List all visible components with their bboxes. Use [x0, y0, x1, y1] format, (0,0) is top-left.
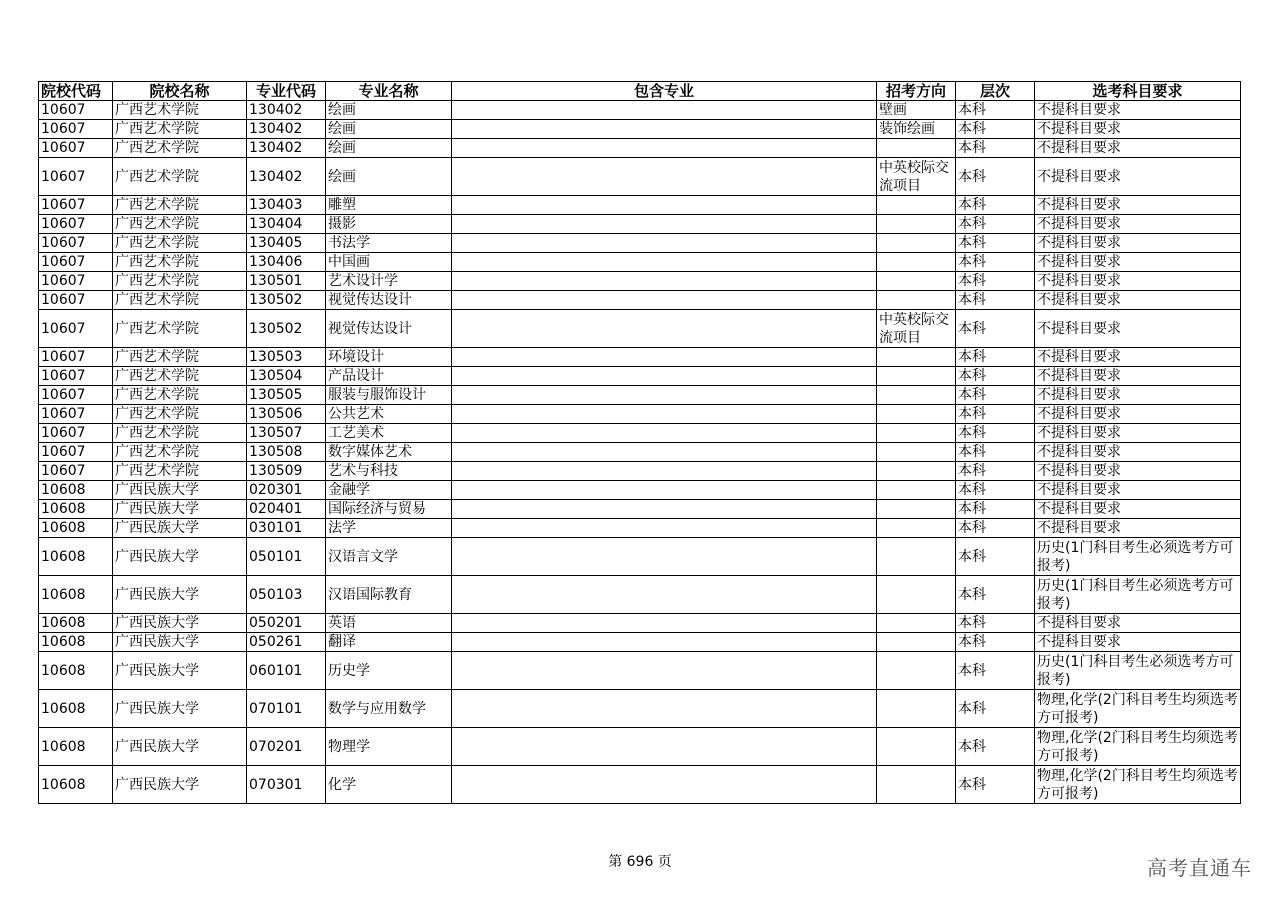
cell-school-name: 广西艺术学院: [113, 139, 247, 158]
table-row: [39, 766, 1241, 804]
cell-included-majors: [452, 386, 877, 405]
cell-major-name: 绘画: [326, 158, 452, 196]
cell-level: 本科: [956, 633, 1035, 652]
cell-school-name: 广西艺术学院: [113, 101, 247, 120]
cell-major-code: 060101: [247, 652, 326, 690]
cell-direction: [877, 500, 956, 519]
cell-included-majors: [452, 614, 877, 633]
cell-level: 本科: [956, 690, 1035, 728]
cell-major-name: 翻译: [326, 633, 452, 652]
cell-school-name: 广西艺术学院: [113, 158, 247, 196]
table-row: [39, 272, 1241, 291]
cell-included-majors: [452, 576, 877, 614]
cell-school-code: 10607: [39, 196, 113, 215]
cell-direction: [877, 633, 956, 652]
cell-included-majors: [452, 728, 877, 766]
cell-level: 本科: [956, 405, 1035, 424]
cell-major-name: 英语: [326, 614, 452, 633]
cell-level: 本科: [956, 424, 1035, 443]
cell-direction: 装饰绘画: [877, 120, 956, 139]
cell-level: 本科: [956, 139, 1035, 158]
cell-included-majors: [452, 424, 877, 443]
table-row: [39, 690, 1241, 728]
cell-school-name: 广西民族大学: [113, 633, 247, 652]
cell-subject-requirement: 不提科目要求: [1035, 405, 1241, 424]
table-row: [39, 538, 1241, 576]
cell-school-code: 10607: [39, 215, 113, 234]
cell-included-majors: [452, 519, 877, 538]
cell-school-name: 广西艺术学院: [113, 291, 247, 310]
cell-major-code: 130501: [247, 272, 326, 291]
cell-included-majors: [452, 139, 877, 158]
cell-subject-requirement: 历史(1门科目考生必须选考方可报考): [1035, 538, 1241, 576]
cell-school-name: 广西艺术学院: [113, 462, 247, 481]
cell-school-code: 10608: [39, 519, 113, 538]
cell-direction: [877, 443, 956, 462]
cell-major-code: 070201: [247, 728, 326, 766]
cell-major-code: 130406: [247, 253, 326, 272]
table-row: [39, 158, 1241, 196]
cell-major-code: 020301: [247, 481, 326, 500]
cell-major-code: 050103: [247, 576, 326, 614]
cell-school-code: 10607: [39, 253, 113, 272]
cell-level: 本科: [956, 120, 1035, 139]
cell-major-code: 130405: [247, 234, 326, 253]
cell-school-name: 广西民族大学: [113, 500, 247, 519]
cell-subject-requirement: 不提科目要求: [1035, 310, 1241, 348]
cell-included-majors: [452, 633, 877, 652]
cell-level: 本科: [956, 196, 1035, 215]
cell-subject-requirement: 物理,化学(2门科目考生均须选考方可报考): [1035, 690, 1241, 728]
table-row: [39, 481, 1241, 500]
cell-school-code: 10608: [39, 538, 113, 576]
cell-school-code: 10608: [39, 481, 113, 500]
cell-included-majors: [452, 443, 877, 462]
cell-level: 本科: [956, 291, 1035, 310]
table-row: [39, 652, 1241, 690]
cell-level: 本科: [956, 158, 1035, 196]
cell-major-name: 中国画: [326, 253, 452, 272]
cell-direction: 中英校际交流项目: [877, 310, 956, 348]
cell-school-code: 10607: [39, 272, 113, 291]
cell-direction: [877, 348, 956, 367]
cell-major-name: 汉语言文学: [326, 538, 452, 576]
cell-level: 本科: [956, 215, 1035, 234]
cell-included-majors: [452, 500, 877, 519]
cell-major-code: 130504: [247, 367, 326, 386]
cell-direction: [877, 367, 956, 386]
cell-major-name: 视觉传达设计: [326, 310, 452, 348]
cell-major-code: 070301: [247, 766, 326, 804]
cell-subject-requirement: 不提科目要求: [1035, 234, 1241, 253]
table-row: [39, 405, 1241, 424]
cell-school-code: 10607: [39, 367, 113, 386]
cell-included-majors: [452, 101, 877, 120]
cell-level: 本科: [956, 481, 1035, 500]
cell-level: 本科: [956, 348, 1035, 367]
cell-included-majors: [452, 766, 877, 804]
cell-school-name: 广西艺术学院: [113, 253, 247, 272]
cell-level: 本科: [956, 462, 1035, 481]
cell-school-code: 10607: [39, 120, 113, 139]
cell-subject-requirement: 不提科目要求: [1035, 215, 1241, 234]
col-header-school-name: 院校名称: [113, 82, 247, 101]
cell-school-name: 广西民族大学: [113, 481, 247, 500]
cell-level: 本科: [956, 614, 1035, 633]
cell-level: 本科: [956, 272, 1035, 291]
table-row: [39, 253, 1241, 272]
cell-school-code: 10608: [39, 633, 113, 652]
cell-major-name: 公共艺术: [326, 405, 452, 424]
cell-school-name: 广西民族大学: [113, 538, 247, 576]
cell-subject-requirement: 物理,化学(2门科目考生均须选考方可报考): [1035, 766, 1241, 804]
cell-subject-requirement: 物理,化学(2门科目考生均须选考方可报考): [1035, 728, 1241, 766]
cell-school-name: 广西民族大学: [113, 576, 247, 614]
cell-included-majors: [452, 310, 877, 348]
cell-major-name: 绘画: [326, 139, 452, 158]
col-header-included-majors: 包含专业: [452, 82, 877, 101]
cell-school-name: 广西艺术学院: [113, 405, 247, 424]
cell-school-name: 广西民族大学: [113, 690, 247, 728]
cell-school-code: 10608: [39, 728, 113, 766]
cell-direction: [877, 538, 956, 576]
cell-included-majors: [452, 690, 877, 728]
cell-included-majors: [452, 158, 877, 196]
cell-level: 本科: [956, 576, 1035, 614]
cell-major-name: 物理学: [326, 728, 452, 766]
cell-school-name: 广西艺术学院: [113, 367, 247, 386]
page-number: 第 696 页: [608, 854, 672, 870]
cell-level: 本科: [956, 538, 1035, 576]
col-header-subject-requirement: 选考科目要求: [1035, 82, 1241, 101]
cell-school-name: 广西民族大学: [113, 766, 247, 804]
cell-major-name: 摄影: [326, 215, 452, 234]
cell-subject-requirement: 不提科目要求: [1035, 253, 1241, 272]
cell-direction: [877, 234, 956, 253]
cell-subject-requirement: 不提科目要求: [1035, 481, 1241, 500]
cell-school-name: 广西艺术学院: [113, 348, 247, 367]
cell-included-majors: [452, 253, 877, 272]
table-row: [39, 519, 1241, 538]
cell-major-name: 金融学: [326, 481, 452, 500]
cell-school-code: 10607: [39, 291, 113, 310]
cell-school-code: 10608: [39, 690, 113, 728]
cell-school-name: 广西艺术学院: [113, 234, 247, 253]
cell-school-code: 10607: [39, 101, 113, 120]
cell-major-code: 130404: [247, 215, 326, 234]
cell-subject-requirement: 不提科目要求: [1035, 120, 1241, 139]
cell-school-code: 10608: [39, 766, 113, 804]
cell-school-name: 广西艺术学院: [113, 196, 247, 215]
cell-direction: [877, 652, 956, 690]
cell-school-code: 10607: [39, 405, 113, 424]
cell-subject-requirement: 不提科目要求: [1035, 158, 1241, 196]
cell-direction: [877, 139, 956, 158]
table-row: [39, 462, 1241, 481]
cell-direction: [877, 614, 956, 633]
cell-direction: [877, 766, 956, 804]
col-header-school-code: 院校代码: [39, 82, 113, 101]
cell-school-code: 10608: [39, 652, 113, 690]
table-row: [39, 101, 1241, 120]
cell-major-name: 绘画: [326, 101, 452, 120]
table-row: [39, 310, 1241, 348]
cell-subject-requirement: 不提科目要求: [1035, 424, 1241, 443]
cell-subject-requirement: 不提科目要求: [1035, 101, 1241, 120]
col-header-direction: 招考方向: [877, 82, 956, 101]
table-row: [39, 500, 1241, 519]
cell-direction: [877, 462, 956, 481]
table-row: [39, 348, 1241, 367]
cell-level: 本科: [956, 310, 1035, 348]
table-row: [39, 728, 1241, 766]
cell-included-majors: [452, 367, 877, 386]
cell-level: 本科: [956, 500, 1035, 519]
cell-school-name: 广西民族大学: [113, 614, 247, 633]
table-row: [39, 633, 1241, 652]
cell-subject-requirement: 不提科目要求: [1035, 272, 1241, 291]
cell-level: 本科: [956, 367, 1035, 386]
cell-school-name: 广西艺术学院: [113, 310, 247, 348]
cell-subject-requirement: 不提科目要求: [1035, 348, 1241, 367]
cell-school-code: 10607: [39, 310, 113, 348]
cell-direction: [877, 728, 956, 766]
cell-major-code: 130503: [247, 348, 326, 367]
cell-major-code: 130507: [247, 424, 326, 443]
cell-major-code: 130403: [247, 196, 326, 215]
cell-major-code: 070101: [247, 690, 326, 728]
cell-direction: [877, 386, 956, 405]
cell-subject-requirement: 不提科目要求: [1035, 367, 1241, 386]
cell-major-name: 艺术与科技: [326, 462, 452, 481]
cell-subject-requirement: 不提科目要求: [1035, 633, 1241, 652]
cell-school-code: 10607: [39, 348, 113, 367]
cell-school-name: 广西艺术学院: [113, 215, 247, 234]
col-header-level: 层次: [956, 82, 1035, 101]
cell-major-code: 050261: [247, 633, 326, 652]
cell-included-majors: [452, 462, 877, 481]
watermark-logo: 高考直通车: [1147, 856, 1252, 880]
cell-subject-requirement: 不提科目要求: [1035, 500, 1241, 519]
cell-school-code: 10607: [39, 139, 113, 158]
cell-school-code: 10607: [39, 158, 113, 196]
cell-major-code: 130402: [247, 101, 326, 120]
cell-subject-requirement: 不提科目要求: [1035, 196, 1241, 215]
cell-direction: [877, 405, 956, 424]
table-row: [39, 291, 1241, 310]
cell-school-name: 广西民族大学: [113, 519, 247, 538]
cell-direction: [877, 519, 956, 538]
table-row: [39, 443, 1241, 462]
cell-school-name: 广西艺术学院: [113, 272, 247, 291]
cell-school-name: 广西民族大学: [113, 728, 247, 766]
table-row: [39, 120, 1241, 139]
cell-subject-requirement: 不提科目要求: [1035, 519, 1241, 538]
cell-included-majors: [452, 272, 877, 291]
table-row: [39, 424, 1241, 443]
cell-direction: [877, 291, 956, 310]
cell-major-name: 绘画: [326, 120, 452, 139]
cell-subject-requirement: 不提科目要求: [1035, 614, 1241, 633]
cell-subject-requirement: 历史(1门科目考生必须选考方可报考): [1035, 576, 1241, 614]
cell-direction: 中英校际交流项目: [877, 158, 956, 196]
admission-table: [38, 81, 1241, 804]
cell-major-name: 数字媒体艺术: [326, 443, 452, 462]
cell-included-majors: [452, 348, 877, 367]
cell-subject-requirement: 不提科目要求: [1035, 291, 1241, 310]
cell-school-code: 10607: [39, 386, 113, 405]
col-header-major-name: 专业名称: [326, 82, 452, 101]
cell-major-code: 130502: [247, 310, 326, 348]
cell-school-code: 10607: [39, 462, 113, 481]
cell-major-name: 产品设计: [326, 367, 452, 386]
cell-major-name: 法学: [326, 519, 452, 538]
cell-direction: [877, 424, 956, 443]
cell-direction: [877, 253, 956, 272]
cell-school-name: 广西艺术学院: [113, 424, 247, 443]
cell-major-name: 工艺美术: [326, 424, 452, 443]
cell-school-name: 广西艺术学院: [113, 120, 247, 139]
cell-school-code: 10607: [39, 443, 113, 462]
table-row: [39, 139, 1241, 158]
cell-level: 本科: [956, 652, 1035, 690]
cell-major-code: 020401: [247, 500, 326, 519]
cell-school-name: 广西艺术学院: [113, 443, 247, 462]
cell-school-code: 10607: [39, 424, 113, 443]
cell-major-code: 130402: [247, 120, 326, 139]
cell-school-name: 广西民族大学: [113, 652, 247, 690]
cell-direction: [877, 196, 956, 215]
cell-subject-requirement: 不提科目要求: [1035, 462, 1241, 481]
cell-major-name: 艺术设计学: [326, 272, 452, 291]
cell-major-code: 050201: [247, 614, 326, 633]
cell-included-majors: [452, 481, 877, 500]
cell-direction: 壁画: [877, 101, 956, 120]
cell-level: 本科: [956, 253, 1035, 272]
cell-direction: [877, 690, 956, 728]
cell-major-name: 历史学: [326, 652, 452, 690]
cell-major-name: 数学与应用数学: [326, 690, 452, 728]
cell-included-majors: [452, 120, 877, 139]
cell-included-majors: [452, 405, 877, 424]
cell-direction: [877, 215, 956, 234]
cell-subject-requirement: 不提科目要求: [1035, 386, 1241, 405]
cell-included-majors: [452, 652, 877, 690]
cell-subject-requirement: 不提科目要求: [1035, 443, 1241, 462]
cell-level: 本科: [956, 443, 1035, 462]
cell-school-code: 10608: [39, 614, 113, 633]
cell-major-code: 130402: [247, 139, 326, 158]
cell-level: 本科: [956, 766, 1035, 804]
header-row: [39, 82, 1241, 101]
table-row: [39, 215, 1241, 234]
cell-level: 本科: [956, 519, 1035, 538]
cell-level: 本科: [956, 728, 1035, 766]
cell-major-name: 雕塑: [326, 196, 452, 215]
cell-major-code: 030101: [247, 519, 326, 538]
cell-major-name: 书法学: [326, 234, 452, 253]
table-row: [39, 386, 1241, 405]
cell-direction: [877, 576, 956, 614]
cell-school-code: 10608: [39, 500, 113, 519]
cell-school-code: 10608: [39, 576, 113, 614]
cell-level: 本科: [956, 234, 1035, 253]
cell-school-name: 广西艺术学院: [113, 386, 247, 405]
cell-direction: [877, 272, 956, 291]
table-row: [39, 614, 1241, 633]
col-header-major-code: 专业代码: [247, 82, 326, 101]
cell-included-majors: [452, 196, 877, 215]
cell-level: 本科: [956, 386, 1035, 405]
cell-direction: [877, 481, 956, 500]
cell-subject-requirement: 不提科目要求: [1035, 139, 1241, 158]
cell-level: 本科: [956, 101, 1035, 120]
cell-major-code: 130508: [247, 443, 326, 462]
cell-included-majors: [452, 215, 877, 234]
cell-major-code: 130506: [247, 405, 326, 424]
cell-major-name: 国际经济与贸易: [326, 500, 452, 519]
cell-major-code: 130505: [247, 386, 326, 405]
cell-major-code: 130509: [247, 462, 326, 481]
cell-major-name: 服装与服饰设计: [326, 386, 452, 405]
cell-included-majors: [452, 234, 877, 253]
cell-included-majors: [452, 291, 877, 310]
table-row: [39, 196, 1241, 215]
cell-major-name: 环境设计: [326, 348, 452, 367]
cell-major-code: 130402: [247, 158, 326, 196]
cell-major-name: 化学: [326, 766, 452, 804]
cell-major-code: 130502: [247, 291, 326, 310]
cell-major-name: 汉语国际教育: [326, 576, 452, 614]
cell-included-majors: [452, 538, 877, 576]
cell-subject-requirement: 历史(1门科目考生必须选考方可报考): [1035, 652, 1241, 690]
table-row: [39, 234, 1241, 253]
cell-major-name: 视觉传达设计: [326, 291, 452, 310]
cell-major-code: 050101: [247, 538, 326, 576]
cell-school-code: 10607: [39, 234, 113, 253]
table-row: [39, 576, 1241, 614]
table-row: [39, 367, 1241, 386]
